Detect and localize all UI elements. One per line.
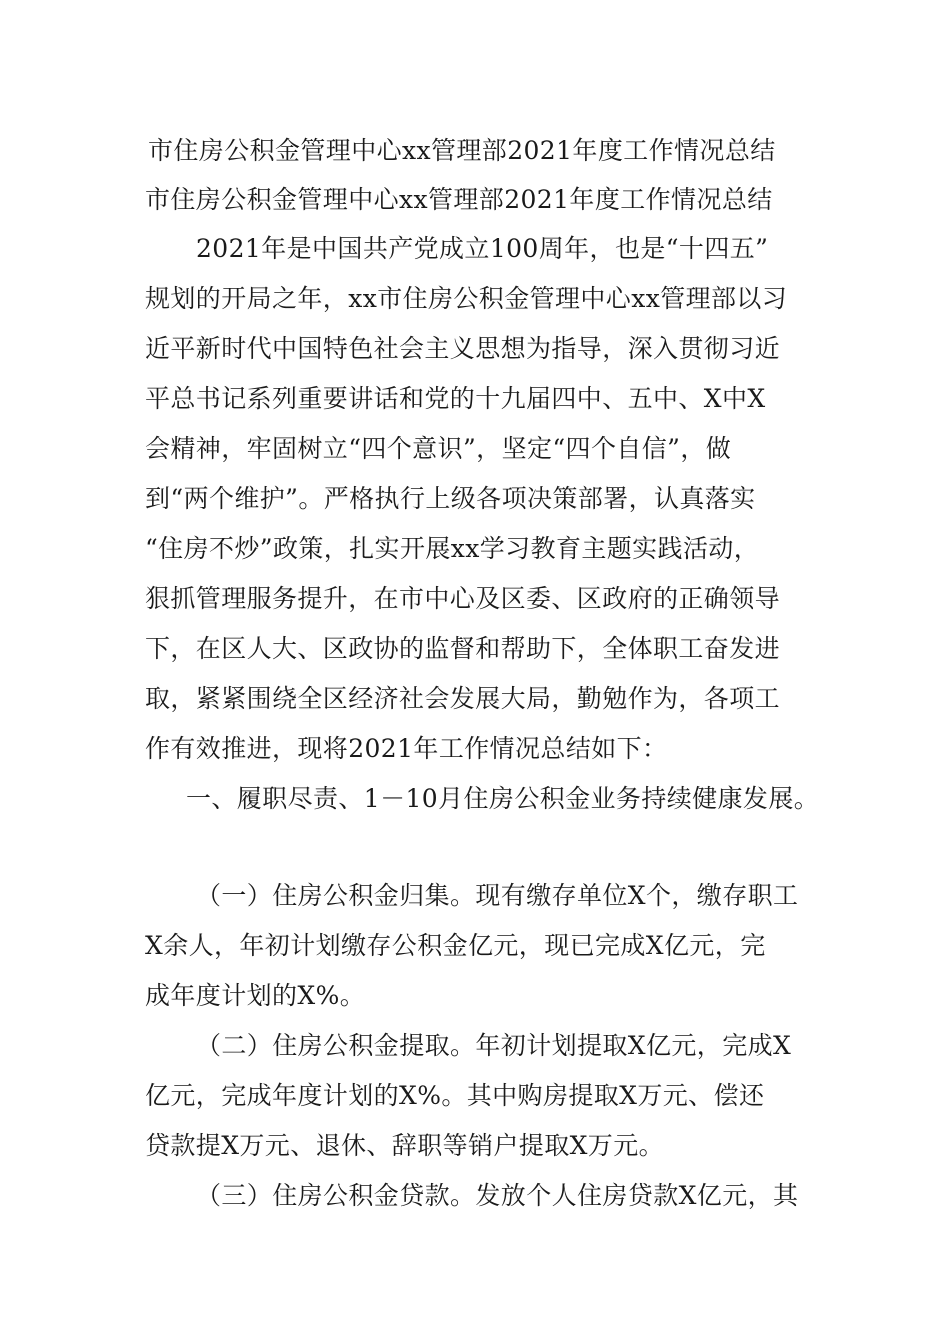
item-paragraph-line: （一）住房公积金归集。现有缴存单位X个，缴存职工 [196,881,799,910]
intro-paragraph-line: 狠抓管理服务提升，在市中心及区委、区政府的正确领导 [145,584,781,613]
intro-paragraph-line: 会精神，牢固树立“四个意识”，坚定“四个自信”，做 [145,434,732,463]
intro-paragraph-line: 取，紧紧围绕全区经济社会发展大局，勤勉作为，各项工 [145,684,781,713]
intro-paragraph-line: 规划的开局之年，xx市住房公积金管理中心xx管理部以习 [145,284,788,313]
intro-paragraph-line: 作有效推进，现将2021年工作情况总结如下： [145,734,668,763]
intro-paragraph-line: 下，在区人大、区政协的监督和帮助下，全体职工奋发进 [145,634,781,663]
intro-paragraph-line: “住房不炒”政策，扎实开展xx学习教育主题实践活动， [145,534,760,563]
document-title-line-1: 市住房公积金管理中心xx管理部2021年度工作情况总结 [148,136,776,165]
intro-paragraph-line: 近平新时代中国特色社会主义思想为指导，深入贯彻习近 [145,334,781,363]
item-paragraph-line: X余人，年初计划缴存公积金亿元，现已完成X亿元，完 [145,931,766,960]
intro-paragraph-line: 到“两个维护”。严格执行上级各项决策部署，认真落实 [145,484,756,513]
item-paragraph-line: 贷款提X万元、退休、辞职等销户提取X万元。 [145,1131,664,1160]
document-title-line-2: 市住房公积金管理中心xx管理部2021年度工作情况总结 [145,185,773,214]
item-paragraph-line: 亿元，完成年度计划的X%。其中购房提取X万元、偿还 [145,1081,765,1110]
item-paragraph-line: （二）住房公积金提取。年初计划提取X亿元，完成X [196,1031,792,1060]
section-heading: 一、履职尽责、1－10月住房公积金业务持续健康发展。 [186,784,820,813]
intro-paragraph-line: 平总书记系列重要讲话和党的十九届四中、五中、X中X [145,384,766,413]
item-paragraph-line: （三）住房公积金贷款。发放个人住房贷款X亿元，其 [196,1181,799,1210]
item-paragraph-line: 成年度计划的X%。 [145,981,366,1010]
intro-paragraph-line: 2021年是中国共产党成立100周年，也是“十四五” [196,234,769,263]
